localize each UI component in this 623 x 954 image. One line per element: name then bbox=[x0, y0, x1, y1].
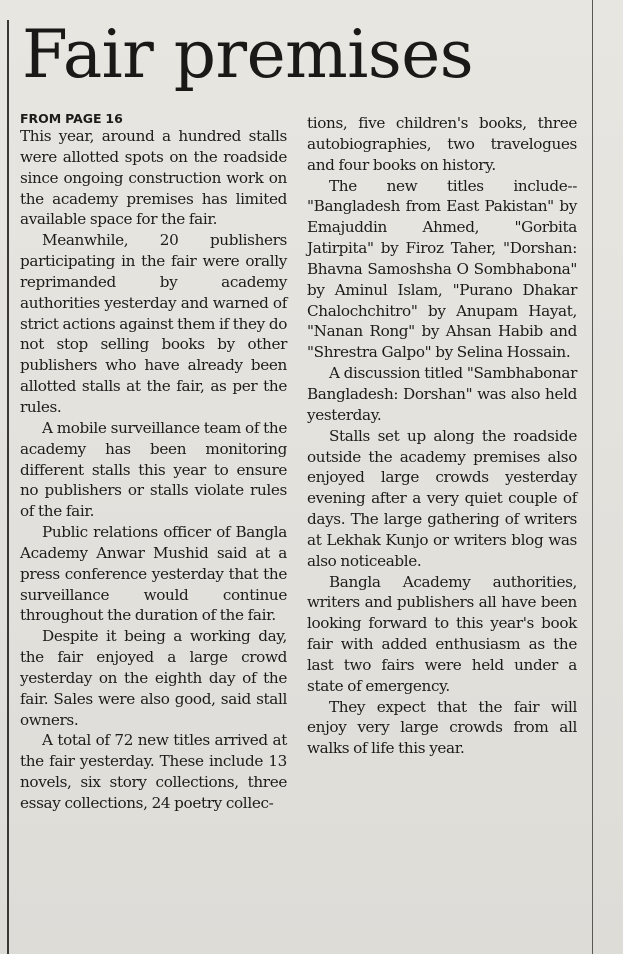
continued-from-kicker: FROM PAGE 16 bbox=[20, 111, 123, 126]
article-paragraph: A discussion titled "Sambhabonar Bangladesh: Dorshan" was also held yesterday. bbox=[307, 364, 577, 424]
article-paragraph: Bangla Academy authorities, writers and publishers all have been looking forward to this year's book fair with added enthusiasm as the last two fairs were held under a state of emergency. bbox=[307, 572, 577, 695]
article-paragraph: They expect that the fair will enjoy very large crowds from all walks of life this year. bbox=[307, 697, 577, 758]
article-paragraph: Public relations officer of Bangla Academy Anwar Mushid said at a press conference yesterday that the surveillance would continue throughout the duration of the fair. bbox=[20, 523, 287, 625]
article-headline: Fair premises bbox=[22, 16, 474, 93]
article-paragraph: A mobile surveillance team of the academy has been monitoring different stalls this year to ensure no publishers or stalls violate rules of the fair. bbox=[20, 418, 287, 521]
column-rule-left bbox=[7, 20, 9, 954]
article-column-right bbox=[307, 113, 577, 759]
article-paragraph: The new titles include--"Bangladesh from East Pakistan" by Emajuddin Ahmed, "Gorbita Jatirpita" by Firoz Taher, "Dorshan: Bhavna Samoshsha O Sombhabona" by Aminul Islam, "Purano Dhakar Chalochchitro" by Anupam Hayat, "Nanan Rong" by Ahsan Habib and "Shrestra Galpo" by Selina Hossain. bbox=[307, 176, 577, 362]
article-paragraph: Stalls set up along the roadside outside the academy premises also enjoyed large crowds yesterday evening after a very quiet couple of days. The large gathering of writers at Lekhak Kunjo or writers blog was also noticeable. bbox=[307, 426, 577, 570]
article-paragraph: Despite it being a working day, the fair enjoyed a large crowd yesterday on the eighth day of the fair. Sales were also good, said stall owners. bbox=[20, 627, 287, 729]
column-rule-right bbox=[592, 0, 593, 954]
article-paragraph: tions, five children's books, three autobiographies, two travelogues and four books on history. bbox=[307, 114, 577, 174]
article-paragraph: A total of 72 new titles arrived at the fair yesterday. These include 13 novels, six story collections, three essay collections, 24 poetry collec- bbox=[20, 731, 287, 812]
article-paragraph: Meanwhile, 20 publishers participating in the fair were orally reprimanded by academy authorities yesterday and warned of strict actions against them if they do not stop selling books by other publishers who have already been allotted stalls at the fair, as per the rules. bbox=[20, 231, 287, 416]
article-column-left bbox=[20, 112, 287, 814]
article-paragraph: This year, around a hundred stalls were allotted spots on the roadside since ongoing construction work on the academy premises has limited available space for the fair. bbox=[20, 127, 287, 229]
